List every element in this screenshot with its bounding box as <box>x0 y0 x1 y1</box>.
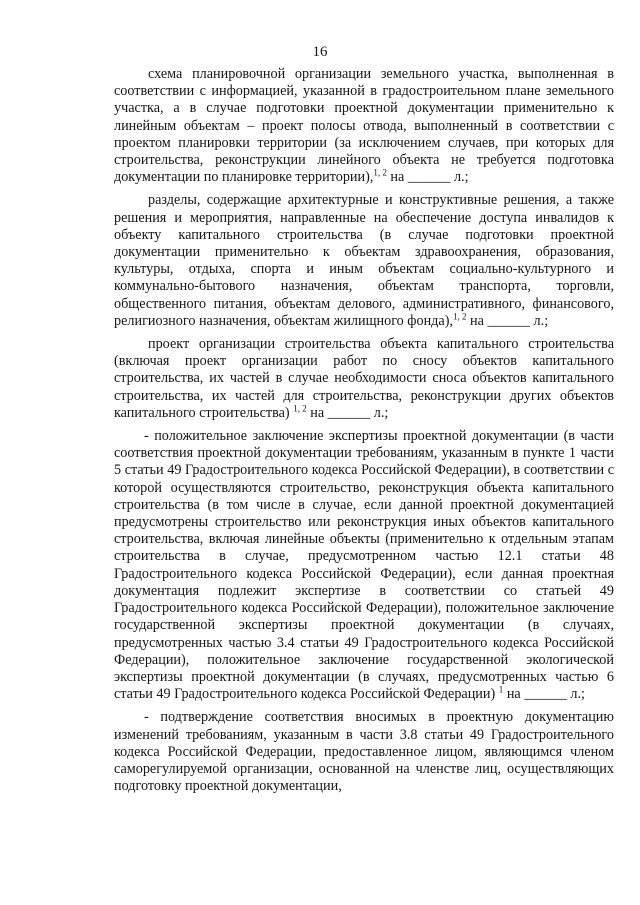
footnote-ref: 1, 2 <box>293 403 307 414</box>
paragraph-expertise <box>114 428 614 703</box>
page-number: 16 <box>312 44 328 60</box>
sheet-count: на ______ л.; <box>390 169 469 186</box>
paragraph-text: схема планировочной организации земельного участка, выполненная в соответствии с информацией, указанной в градостроительном плане земельного участка, а в случае подготовки проектной документации применительно к линейным объектам – проект полосы отвода, выполненный в соответствии с проектом планировки территории (за исключением случаев, при которых для строительства, реконструкции линейного объекта не требуется подготовка документации по планировке территории), <box>114 66 614 186</box>
paragraph-text: - положительное заключение экспертизы проектной документации (в части соответствия проектной документации требованиям, указанным в пункте 1 части 5 статьи 49 Градостроительного кодекса Российской Федерации), в соответствии с которой осуществляются строительство, реконструкция объекта капитального строительства (в том числе в случае, если данной проектной документацией предусмотрены строительство или реконструкция иных объектов капитального строительства, включая линейные объекты (применительно к отдельным этапам строительства в случае, предусмотренном частью 12.1 статьи 48 Градостроительного кодекса Российской Федерации), если данная проектная документация подлежит экспертизе в соответствии со статьей 49 Градостроительного кодекса Российской Федерации), положительное заключение государственной экспертизы проектной документации (в случаях, предусмотренных частью 3.4 статьи 49 Градостроительного кодекса Российской Федерации), положительное заключение государственной экологической экспертизы проектной документации (в случаях, предусмотренных частью 6 статьи 49 Градостроительного кодекса Российской Федерации) <box>114 428 614 703</box>
document-body <box>114 66 614 803</box>
footnote-ref: 1, 2 <box>452 311 467 322</box>
paragraph-architecture <box>114 192 614 330</box>
footnote-ref: 1, 2 <box>373 167 387 178</box>
paragraph-confirmation <box>114 709 614 795</box>
sheet-count: на ______ л.; <box>310 404 389 421</box>
paragraph-site-plan <box>114 66 614 186</box>
paragraph-text: разделы, содержащие архитектурные и конструктивные решения, а также решения и мероприятия, направленные на обеспечение доступа инвалидов к объекту капитального строительства (в случае подготовки проектной документации применительно к объектам здравоохранения, образования, культуры, отдыха, спорта и иным объектам социально-культурного и коммунально-бытового назначения, объектам транспорта, торговли, общественного питания, объектам делового, административного, финансового, религиозного назначения, объектам жилищного фонда), <box>114 192 614 329</box>
sheet-count: на ______ л.; <box>470 312 549 329</box>
footnote-ref: 1 <box>498 684 504 695</box>
paragraph-text: проект организации строительства объекта капитального строительства (включая проект организации работ по сносу объектов капитального строительства, их частей в случае необходимости сноса объектов капитального строительства, их частей для строительства, реконструкции других объектов капитального строительства) <box>114 336 614 421</box>
paragraph-construction-org <box>114 336 614 422</box>
sheet-count: на ______ л.; <box>506 686 585 703</box>
paragraph-text: - подтверждение соответствия вносимых в проектную документацию изменений требованиям, указанным в части 3.8 статьи 49 Градостроительного кодекса Российской Федерации, предоставленное лицом, являющимся членом саморегулируемой организации, основанной на членстве лиц, осуществляющих подготовку проектной документации, <box>114 709 614 795</box>
